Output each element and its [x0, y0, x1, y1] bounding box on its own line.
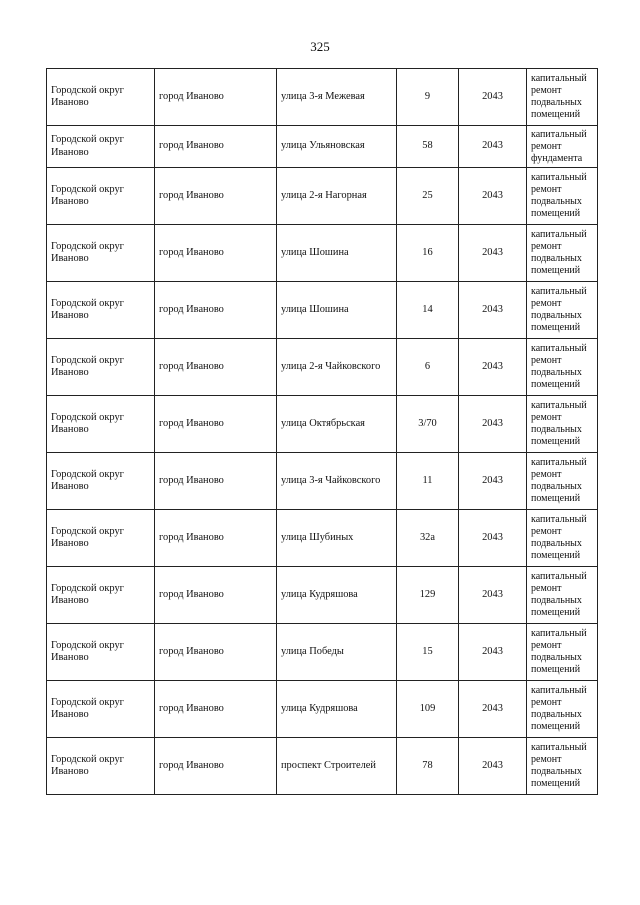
house-number-cell: 14 — [397, 282, 459, 339]
table-row — [47, 168, 598, 225]
work-type-cell: капитальный ремонт подвальных помещений — [527, 738, 598, 795]
year-cell: 2043 — [459, 396, 527, 453]
street-cell: улица Шубиных — [277, 510, 397, 567]
work-type-cell: капитальный ремонт подвальных помещений — [527, 168, 598, 225]
table-row — [47, 624, 598, 681]
street-cell: улица 3-я Межевая — [277, 69, 397, 126]
work-type-cell: капитальный ремонт подвальных помещений — [527, 69, 598, 126]
settlement-cell: город Иваново — [155, 738, 277, 795]
year-cell: 2043 — [459, 453, 527, 510]
work-type-cell: капитальный ремонт подвальных помещений — [527, 567, 598, 624]
street-cell: улица 3-я Чайковского — [277, 453, 397, 510]
table-row — [47, 339, 598, 396]
municipal-district-cell: Городской округ Иваново — [47, 453, 155, 510]
settlement-cell: город Иваново — [155, 396, 277, 453]
work-type-cell: капитальный ремонт подвальных помещений — [527, 624, 598, 681]
street-cell: улица Кудряшова — [277, 567, 397, 624]
settlement-cell: город Иваново — [155, 69, 277, 126]
municipal-district-cell: Городской округ Иваново — [47, 126, 155, 168]
house-number-cell: 58 — [397, 126, 459, 168]
table-row — [47, 510, 598, 567]
municipal-district-cell: Городской округ Иваново — [47, 282, 155, 339]
table-row — [47, 453, 598, 510]
settlement-cell: город Иваново — [155, 282, 277, 339]
house-number-cell: 78 — [397, 738, 459, 795]
settlement-cell: город Иваново — [155, 510, 277, 567]
municipal-district-cell: Городской округ Иваново — [47, 69, 155, 126]
year-cell: 2043 — [459, 225, 527, 282]
municipal-district-cell: Городской округ Иваново — [47, 396, 155, 453]
table-row — [47, 282, 598, 339]
street-cell: улица 2-я Чайковского — [277, 339, 397, 396]
settlement-cell: город Иваново — [155, 339, 277, 396]
page-number: 325 — [310, 39, 330, 54]
repair-schedule-table — [46, 68, 598, 795]
settlement-cell: город Иваново — [155, 453, 277, 510]
street-cell: проспект Строителей — [277, 738, 397, 795]
municipal-district-cell: Городской округ Иваново — [47, 567, 155, 624]
year-cell: 2043 — [459, 681, 527, 738]
house-number-cell: 9 — [397, 69, 459, 126]
year-cell: 2043 — [459, 69, 527, 126]
year-cell: 2043 — [459, 282, 527, 339]
year-cell: 2043 — [459, 567, 527, 624]
street-cell: улица 2-я Нагорная — [277, 168, 397, 225]
municipal-district-cell: Городской округ Иваново — [47, 339, 155, 396]
work-type-cell: капитальный ремонт подвальных помещений — [527, 225, 598, 282]
house-number-cell: 32а — [397, 510, 459, 567]
house-number-cell: 129 — [397, 567, 459, 624]
table-row — [47, 681, 598, 738]
house-number-cell: 6 — [397, 339, 459, 396]
work-type-cell: капитальный ремонт подвальных помещений — [527, 453, 598, 510]
year-cell: 2043 — [459, 624, 527, 681]
street-cell: улица Победы — [277, 624, 397, 681]
house-number-cell: 15 — [397, 624, 459, 681]
municipal-district-cell: Городской округ Иваново — [47, 681, 155, 738]
house-number-cell: 3/70 — [397, 396, 459, 453]
year-cell: 2043 — [459, 339, 527, 396]
settlement-cell: город Иваново — [155, 168, 277, 225]
work-type-cell: капитальный ремонт подвальных помещений — [527, 339, 598, 396]
street-cell: улица Шошина — [277, 225, 397, 282]
settlement-cell: город Иваново — [155, 624, 277, 681]
street-cell: улица Октябрьская — [277, 396, 397, 453]
work-type-cell: капитальный ремонт подвальных помещений — [527, 510, 598, 567]
street-cell: улица Ульяновская — [277, 126, 397, 168]
house-number-cell: 109 — [397, 681, 459, 738]
year-cell: 2043 — [459, 738, 527, 795]
settlement-cell: город Иваново — [155, 567, 277, 624]
street-cell: улица Шошина — [277, 282, 397, 339]
year-cell: 2043 — [459, 168, 527, 225]
work-type-cell: капитальный ремонт подвальных помещений — [527, 282, 598, 339]
table-row — [47, 567, 598, 624]
municipal-district-cell: Городской округ Иваново — [47, 624, 155, 681]
work-type-cell: капитальный ремонт подвальных помещений — [527, 396, 598, 453]
table-row — [47, 69, 598, 126]
work-type-cell: капитальный ремонт подвальных помещений — [527, 681, 598, 738]
settlement-cell: город Иваново — [155, 126, 277, 168]
settlement-cell: город Иваново — [155, 681, 277, 738]
house-number-cell: 16 — [397, 225, 459, 282]
year-cell: 2043 — [459, 510, 527, 567]
house-number-cell: 11 — [397, 453, 459, 510]
street-cell: улица Кудряшова — [277, 681, 397, 738]
year-cell: 2043 — [459, 126, 527, 168]
table-row — [47, 738, 598, 795]
settlement-cell: город Иваново — [155, 225, 277, 282]
municipal-district-cell: Городской округ Иваново — [47, 225, 155, 282]
table-row — [47, 225, 598, 282]
house-number-cell: 25 — [397, 168, 459, 225]
municipal-district-cell: Городской округ Иваново — [47, 510, 155, 567]
table-row — [47, 126, 598, 168]
table-row — [47, 396, 598, 453]
work-type-cell: капитальный ремонт фундамента — [527, 126, 598, 168]
municipal-district-cell: Городской округ Иваново — [47, 738, 155, 795]
municipal-district-cell: Городской округ Иваново — [47, 168, 155, 225]
